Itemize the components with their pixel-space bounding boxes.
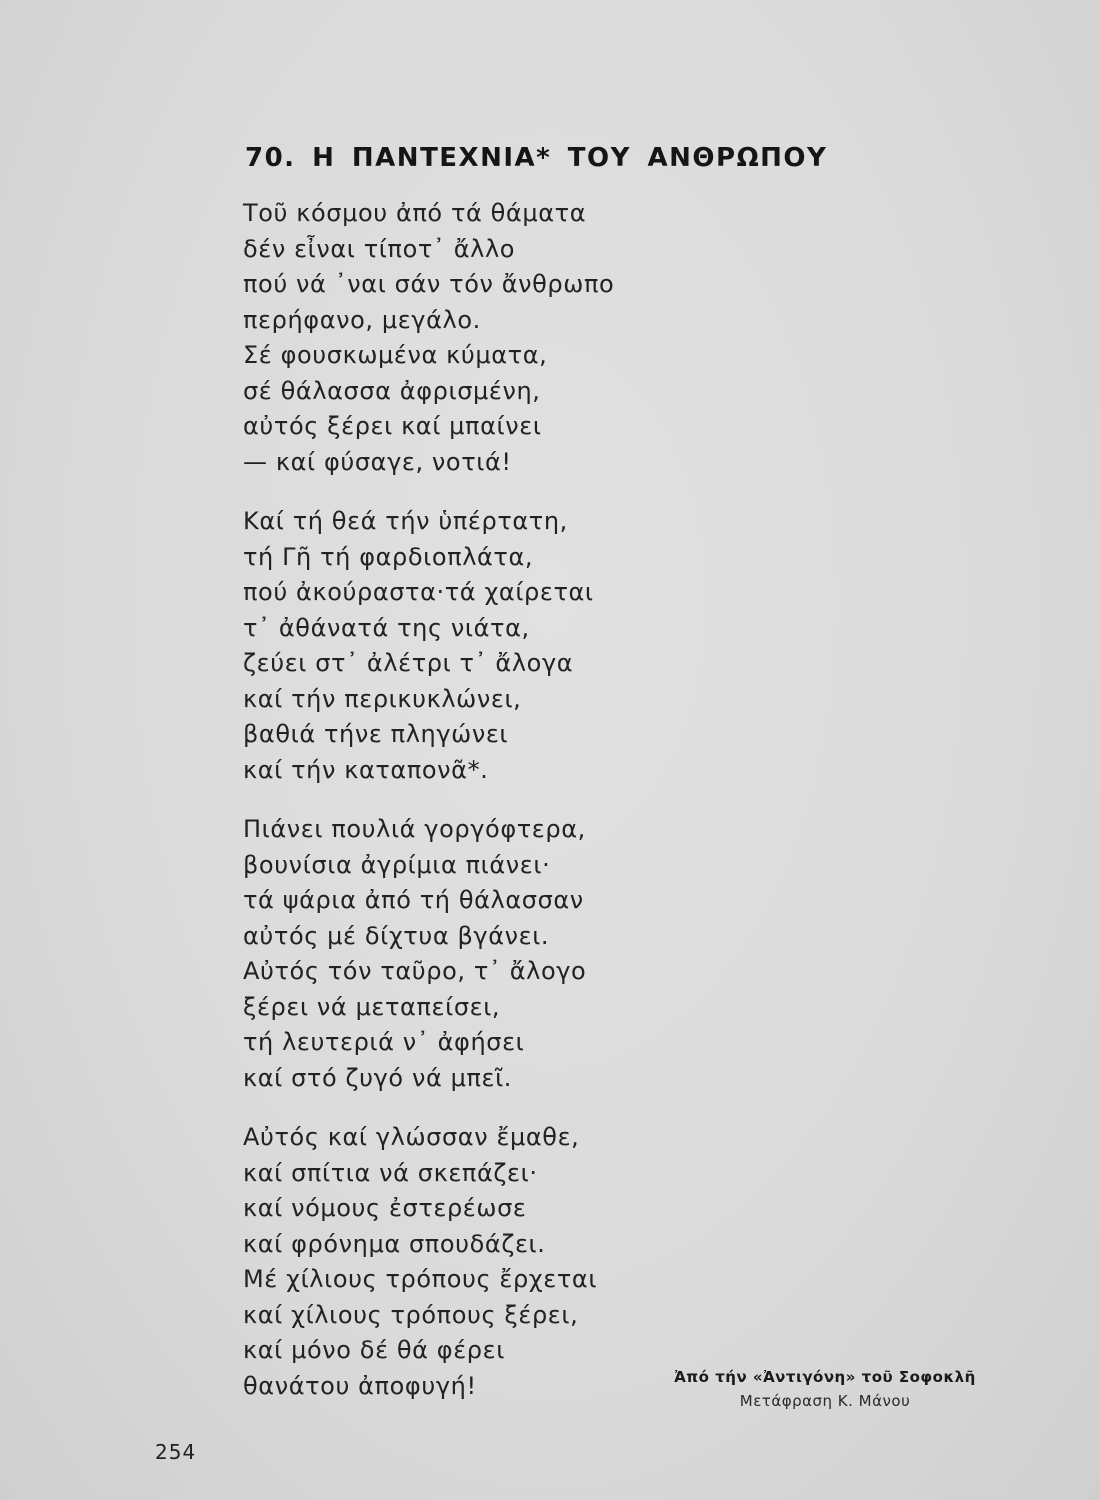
poem-line: πού ἀκούραστα·τά χαίρεται [243,578,594,606]
poem-line: τ᾽ ἀθάνατά της νιάτα, [243,613,530,642]
stanza-2 [243,504,703,788]
poem-line: αὐτός ξέρει καί μπαίνει [243,412,542,440]
stanza-3 [243,812,703,1096]
poem-line: τή λευτεριά ν᾽ ἀφήσει [243,1028,525,1056]
attribution-translation: Μετάφραση Κ. Μάνου [739,1392,911,1410]
poem-line: βουνίσια ἀγρίμια πιάνει· [243,850,551,879]
poem-line: καί φρόνημα σπουδάζει. [243,1229,546,1258]
poem-line: καί σπίτια νά σκεπάζει· [243,1158,538,1187]
poem-line: Τοῦ κόσμου ἀπό τά θάματα [243,199,587,227]
poem-line: πού νά ᾽ναι σάν τόν ἄνθρωπο [243,270,615,298]
poem-line: Μέ χίλιους τρόπους ἔρχεται [243,1265,598,1293]
stanza-1 [243,196,703,480]
poem-line: καί μόνο δέ θά φέρει [243,1336,505,1364]
poem-line: Σέ φουσκωμένα κύματα, [243,341,548,369]
poem-line: ζεύει στ᾽ ἀλέτρι τ᾽ ἄλογα [243,649,574,677]
poem-line: βαθιά τήνε πληγώνει [243,720,509,748]
poem-line: Καί τή θεά τήν ὑπέρτατη, [243,507,568,535]
poem-title: 70. Η ΠΑΝΤΕΧΝΙΑ* ΤΟΥ ΑΝΘΡΩΠΟΥ [245,143,828,174]
page-number: 254 [155,1440,197,1464]
poem-line: τά ψάρια ἀπό τή θάλασσαν [243,886,584,914]
poem-line: Αὐτός τόν ταῦρο, τ᾽ ἄλογο [243,957,587,985]
poem-line: περήφανο, μεγάλο. [243,305,481,334]
poem-line: Αὐτός καί γλώσσαν ἔμαθε, [243,1123,580,1151]
poem-line: σέ θάλασσα ἀφρισμένη, [243,376,541,405]
poem-line: καί νόμους ἐστερέωσε [243,1194,527,1222]
poem-line: καί τήν καταπονᾶ*. [243,755,489,784]
poem-line: — καί φύσαγε, νοτιά! [243,447,512,476]
poem-line: καί τήν περικυκλώνει, [243,684,522,713]
poem-line: θανάτου ἀποφυγή! [243,1371,477,1400]
poem-line: τή Γῆ τή φαρδιοπλάτα, [243,542,534,571]
poem-body [243,196,703,1404]
poem-line: Πιάνει πουλιά γοργόφτερα, [243,815,586,843]
poem-line: ξέρει νά μεταπείσει, [243,992,501,1021]
poem-line: καί χίλιους τρόπους ξέρει, [243,1300,579,1329]
poem-line: αὐτός μέ δίχτυα βγάνει. [243,921,550,950]
attribution-source: Ἀπό τήν «Ἀντιγόνη» τοῦ Σοφοκλῆ [674,1368,976,1386]
attribution [640,1365,1010,1413]
stanza-4 [243,1120,703,1404]
poem-line: καί στό ζυγό νά μπεῖ. [243,1063,513,1092]
poem-line: δέν εἶναι τίποτ᾽ ἄλλο [243,234,516,263]
